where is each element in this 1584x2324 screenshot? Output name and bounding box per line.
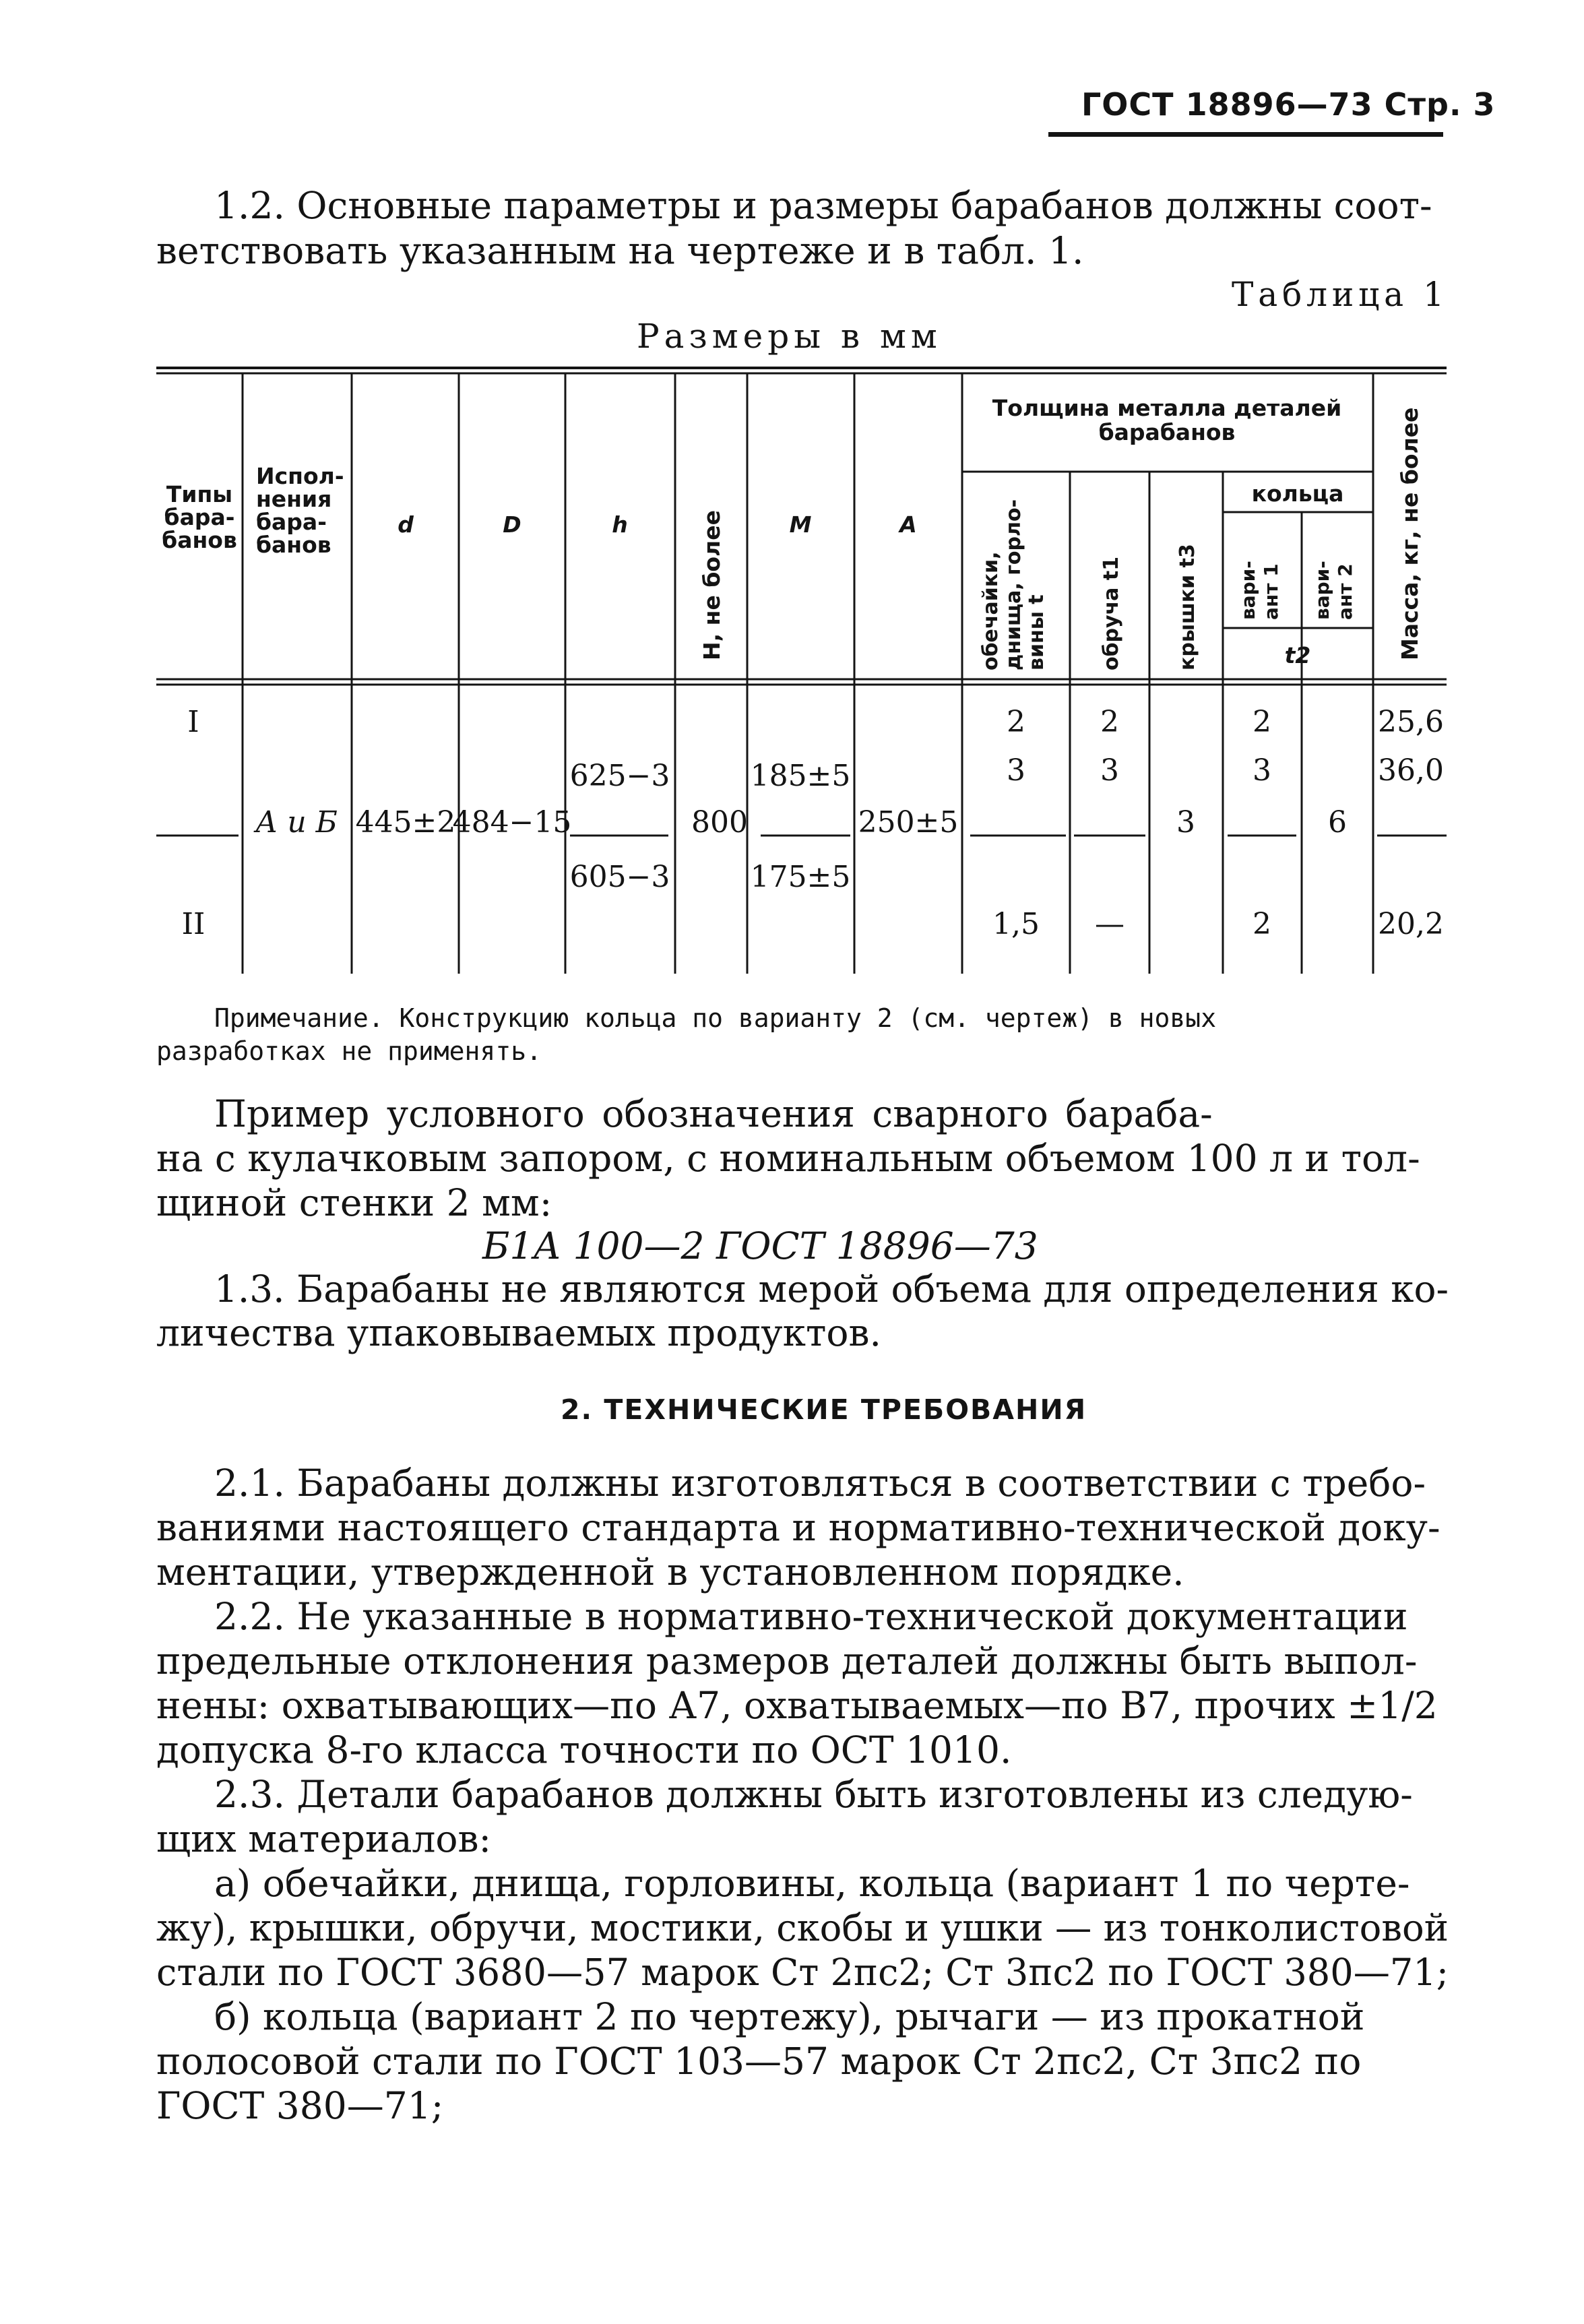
cell-shell-1: 2: [1007, 705, 1025, 739]
p23-a-line-3: стали по ГОСТ 3680—57 марок Ст 2пс2; Ст 3пс2 по ГОСТ 380—71;: [156, 1951, 1449, 1994]
header-shell-line-2: днища, горло-: [1002, 499, 1025, 670]
cell-hoop-2: 3: [1100, 753, 1119, 788]
cell-mass-3: 20,2: [1378, 907, 1444, 941]
p23-a-line-1: а) обечайки, днища, горловины, кольца (вариант 1 по черте-: [214, 1862, 1410, 1905]
header-type-line-3: банов: [162, 527, 237, 553]
p13-line-1: 1.3. Барабаны не являются мерой объема для определения ко-: [214, 1267, 1449, 1311]
cell-type-I: I: [187, 705, 199, 739]
header-t2: t2: [1284, 642, 1311, 668]
example-line-2: на с кулачковым запором, с номинальным объемом 100 л и тол-: [156, 1137, 1420, 1180]
p21-line-2: ваниями настоящего стандарта и нормативно-технической доку-: [156, 1506, 1440, 1549]
header-var1-line-2: ант 1: [1260, 563, 1282, 620]
example-line-1: Пример условного обозначения сварного бараба-: [214, 1092, 1213, 1135]
header-thickness-line-2: барабанов: [1098, 419, 1236, 445]
header-type-line-2: бара-: [164, 504, 235, 530]
p22-line-4: допуска 8-го класса точности по ОСТ 1010.: [156, 1728, 1012, 1771]
header-var2-line-2: ант 2: [1334, 563, 1356, 620]
cell-type-II: II: [181, 907, 205, 941]
header-d: d: [398, 511, 414, 538]
cell-d: 445±2: [355, 805, 456, 840]
cell-hoop-1: 2: [1100, 705, 1119, 739]
header-exec-line-3: бара-: [256, 509, 327, 535]
intro-line-1: 1.2. Основные параметры и размеры барабанов должны соот-: [214, 184, 1432, 227]
dimensions-table: [156, 364, 1450, 984]
cell-var2: 6: [1328, 805, 1347, 840]
header-exec-line-4: банов: [256, 532, 331, 558]
cell-h-top: 625−3: [569, 759, 670, 793]
cell-mass-2: 36,0: [1378, 753, 1444, 788]
header-exec-line-1: Испол-: [256, 463, 344, 489]
cell-D: 484−15: [452, 805, 572, 840]
cell-M-bottom: 175±5: [750, 860, 851, 894]
cell-var1-1: 2: [1253, 705, 1271, 739]
p23-a-line-2: жу), крышки, обручи, мостики, скобы и ушки — из тонколистовой: [156, 1906, 1449, 1949]
cell-h-bottom: 605−3: [569, 860, 670, 894]
cell-H: 800: [691, 805, 748, 840]
note-line-2: разработках не применять.: [156, 1036, 542, 1066]
table-grid: [156, 364, 1450, 984]
header-shell-line-1: обечайки,: [979, 551, 1003, 670]
cell-shell-3: 1,5: [992, 907, 1040, 941]
header-ring: кольца: [1251, 480, 1344, 507]
header-h: h: [612, 511, 628, 538]
cell-var1-3: 2: [1253, 907, 1271, 941]
table-units: Размеры в мм: [637, 317, 942, 356]
p23-b-line-1: б) кольца (вариант 2 по чертежу), рычаги — из прокатной: [214, 1995, 1365, 2038]
example-line-3: щиной стенки 2 мм:: [156, 1181, 552, 1224]
header-A: A: [899, 511, 917, 538]
intro-line-2: ветствовать указанным на чертеже и в табл. 1.: [156, 229, 1084, 272]
p22-line-1: 2.2. Не указанные в нормативно-технической документации: [214, 1595, 1408, 1638]
cell-var1-2: 3: [1253, 753, 1271, 788]
header-rule: [1048, 132, 1443, 137]
cell-mass-1: 25,6: [1378, 705, 1444, 739]
cell-M-top: 185±5: [750, 759, 851, 793]
cell-shell-2: 3: [1007, 753, 1025, 788]
header-exec-line-2: нения: [256, 486, 332, 512]
header-hoop: обруча t1: [1100, 556, 1123, 670]
p21-line-1: 2.1. Барабаны должны изготовляться в соответствии с требо-: [214, 1462, 1426, 1505]
header-M: M: [789, 511, 812, 538]
page-header: ГОСТ 18896—73 Стр. 3: [1081, 86, 1496, 123]
p22-line-2: предельные отклонения размеров деталей должны быть выпол-: [156, 1639, 1418, 1683]
header-type-line-1: Типы: [166, 481, 233, 507]
p23-line-2: щих материалов:: [156, 1817, 492, 1860]
p23-b-line-2: полосовой стали по ГОСТ 103—57 марок Ст 2пс2, Ст 3пс2 по: [156, 2040, 1362, 2083]
header-D: D: [503, 511, 521, 538]
cell-A: 250±5: [858, 805, 959, 840]
header-var2-line-1: вари-: [1311, 561, 1333, 620]
header-H: H, не более: [699, 510, 725, 660]
p13-line-2: личества упаковываемых продуктов.: [156, 1311, 881, 1354]
p23-b-line-3: ГОСТ 380—71;: [156, 2084, 444, 2127]
cell-lid: 3: [1176, 805, 1195, 840]
note-line-1: Примечание. Конструкцию кольца по варианту 2 (см. чертеж) в новых: [214, 1003, 1217, 1033]
p23-line-1: 2.3. Детали барабанов должны быть изготовлены из следую-: [214, 1773, 1413, 1816]
table-caption: Таблица 1: [1232, 275, 1449, 314]
header-var1-line-1: вари-: [1237, 561, 1259, 620]
cell-hoop-3: —: [1095, 907, 1124, 941]
header-shell-line-3: вины t: [1025, 594, 1048, 670]
header-mass: Масса, кг, не более: [1397, 407, 1423, 660]
header-lid: крышки t3: [1176, 544, 1199, 670]
p21-line-3: ментации, утвержденной в установленном порядке.: [156, 1550, 1184, 1594]
cell-exec: А и Б: [255, 805, 338, 840]
header-thickness-line-1: Толщина металла деталей: [992, 395, 1342, 421]
p22-line-3: нены: охватывающих—по А7, охватываемых—по В7, прочих ±1/2: [156, 1684, 1438, 1727]
example-designation: Б1А 100—2 ГОСТ 18896—73: [482, 1224, 1038, 1267]
section-2-title: 2. ТЕХНИЧЕСКИЕ ТРЕБОВАНИЯ: [561, 1393, 1087, 1426]
